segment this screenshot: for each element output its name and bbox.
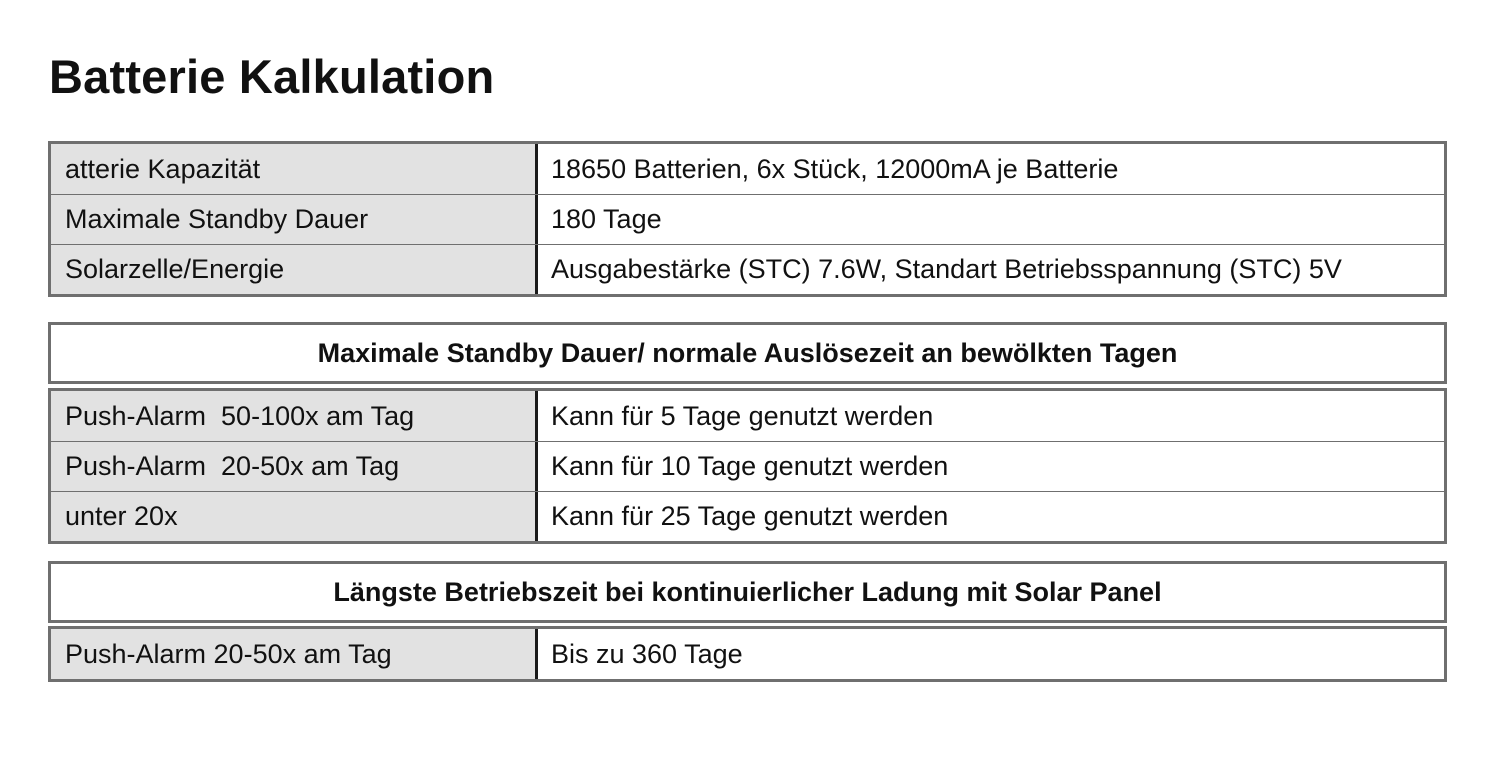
solar-label-1: Push-Alarm 20-50x am Tag: [51, 629, 538, 679]
standby-label-2: Push-Alarm 20-50x am Tag: [51, 442, 538, 491]
table-row: [51, 391, 1444, 441]
standby-section-heading: Maximale Standby Dauer/ normale Auslösezeit an bewölkten Tagen: [48, 322, 1447, 384]
solar-section-heading: Längste Betriebszeit bei kontinuierlicher Ladung mit Solar Panel: [48, 561, 1447, 623]
table-row: [51, 629, 1444, 679]
page-title: Batterie Kalkulation: [49, 50, 495, 103]
table-row: [51, 441, 1444, 491]
table-row: [51, 491, 1444, 541]
table-row: [51, 144, 1444, 194]
standby-label-3: unter 20x: [51, 492, 538, 541]
table-row: [51, 194, 1444, 244]
spec-value-capacity: 18650 Batterien, 6x Stück, 12000mA je Batterie: [551, 153, 1119, 184]
standby-value-3: Kann für 25 Tage genutzt werden: [551, 501, 949, 531]
spec-value-solar: Ausgabestärke (STC) 7.6W, Standart Betriebsspannung (STC) 5V: [551, 254, 1342, 284]
solar-value-1: Bis zu 360 Tage: [551, 638, 743, 669]
spec-value-standby: 180 Tage: [551, 204, 662, 234]
standby-value-1: Kann für 5 Tage genutzt werden: [551, 400, 934, 431]
battery-specs-table: [48, 141, 1447, 297]
spec-label-capacity: atterie Kapazität: [51, 144, 538, 194]
solar-table: [48, 626, 1447, 682]
standby-value-2: Kann für 10 Tage genutzt werden: [551, 451, 949, 481]
standby-table: [48, 388, 1447, 544]
standby-label-1: Push-Alarm 50-100x am Tag: [51, 391, 538, 441]
spec-label-standby: Maximale Standby Dauer: [51, 195, 538, 244]
spec-label-solar: Solarzelle/Energie: [51, 245, 538, 294]
table-row: [51, 244, 1444, 294]
